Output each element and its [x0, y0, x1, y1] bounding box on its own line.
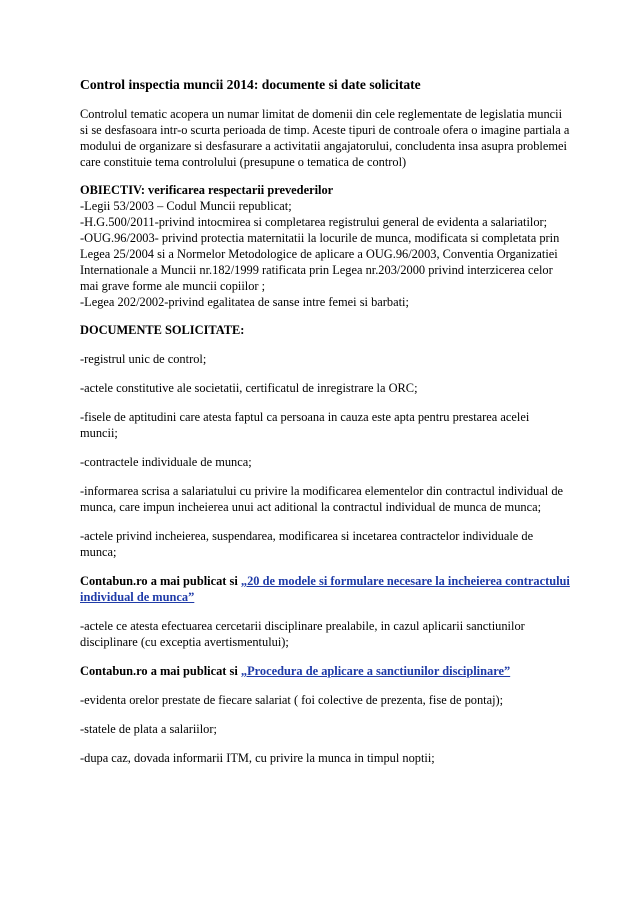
- document-list-item: -actele constitutive ale societatii, certificatul de inregistrare la ORC;: [80, 381, 418, 395]
- promo-prefix: Contabun.ro a mai publicat si: [80, 574, 241, 588]
- document-list-item: -dupa caz, dovada informarii ITM, cu privire la munca in timpul noptii;: [80, 751, 435, 765]
- document-list-item: -statele de plata a salariilor;: [80, 722, 217, 736]
- document-list-item: -contractele individuale de munca;: [80, 455, 252, 469]
- document-list-item: -actele privind incheierea, suspendarea, modificarea si incetarea contractelor individuale de munca;: [80, 529, 534, 559]
- objective-item: -Legea 202/2002-privind egalitatea de sanse intre femei si barbati;: [80, 295, 409, 309]
- objective-heading: OBIECTIV: verificarea respectarii prevederilor: [80, 183, 334, 197]
- promo-prefix: Contabun.ro a mai publicat si: [80, 664, 241, 678]
- contract-forms-link[interactable]: „20 de modele si formulare necesare la incheierea contractului individual de munca”: [80, 574, 570, 604]
- promo-paragraph-1: [80, 573, 570, 605]
- document-list-item: -evidenta orelor prestate de fiecare salariat ( foi colective de prezenta, fise de pontaj);: [80, 693, 504, 707]
- objective-item: -Legii 53/2003 – Codul Muncii republicat;: [80, 199, 292, 213]
- promo-paragraph-2: [80, 663, 570, 679]
- page-title: Control inspectia muncii 2014: documente si date solicitate: [80, 77, 421, 92]
- document-list-item: -actele ce atesta efectuarea cercetarii disciplinare prealabile, in cazul aplicarii sanctiunilor disciplinare (cu exceptia avertismentului);: [80, 619, 525, 649]
- disciplinary-procedure-link[interactable]: „Procedura de aplicare a sanctiunilor disciplinare”: [240, 664, 511, 678]
- document-list-item: -registrul unic de control;: [80, 352, 207, 366]
- objective-item: -H.G.500/2011-privind intocmirea si completarea registrului general de evidenta a salariatilor;: [80, 215, 548, 229]
- document-list-item: -informarea scrisa a salariatului cu privire la modificarea elementelor din contractul individual de munca, care impun incheierea unui act aditional la contractul individual de munca de munca;: [80, 484, 564, 514]
- document-list-item: -fisele de aptitudini care atesta faptul ca persoana in cauza este apta pentru prestarea acelei muncii;: [80, 410, 530, 440]
- intro-paragraph: Controlul tematic acopera un numar limitat de domenii din cele reglementate de legislatia muncii si se desfasoara intr-o scurta perioada de timp. Aceste tipuri de controale ofera o imagine partiala a modului de organizare si desfasurare a activitatii angajatorului, concludenta insa asupra problemei care constituie tema controlului (presupune o tematica de control): [80, 107, 570, 169]
- objective-item: -OUG.96/2003- privind protectia maternitatii la locurile de munca, modificata si completata prin Legea 25/2004 si a Normelor Metodologice de aplicare a OUG.96/2003, Conventia Organizatiei Internationale a Muncii nr.182/1999 ratificata prin Legea nr.203/2000 privind interzicerea celor mai grave forme ale muncii copiilor ;: [80, 231, 560, 293]
- documents-heading: DOCUMENTE SOLICITATE:: [80, 323, 245, 337]
- document-body: [80, 76, 570, 779]
- objective-section: [80, 182, 570, 310]
